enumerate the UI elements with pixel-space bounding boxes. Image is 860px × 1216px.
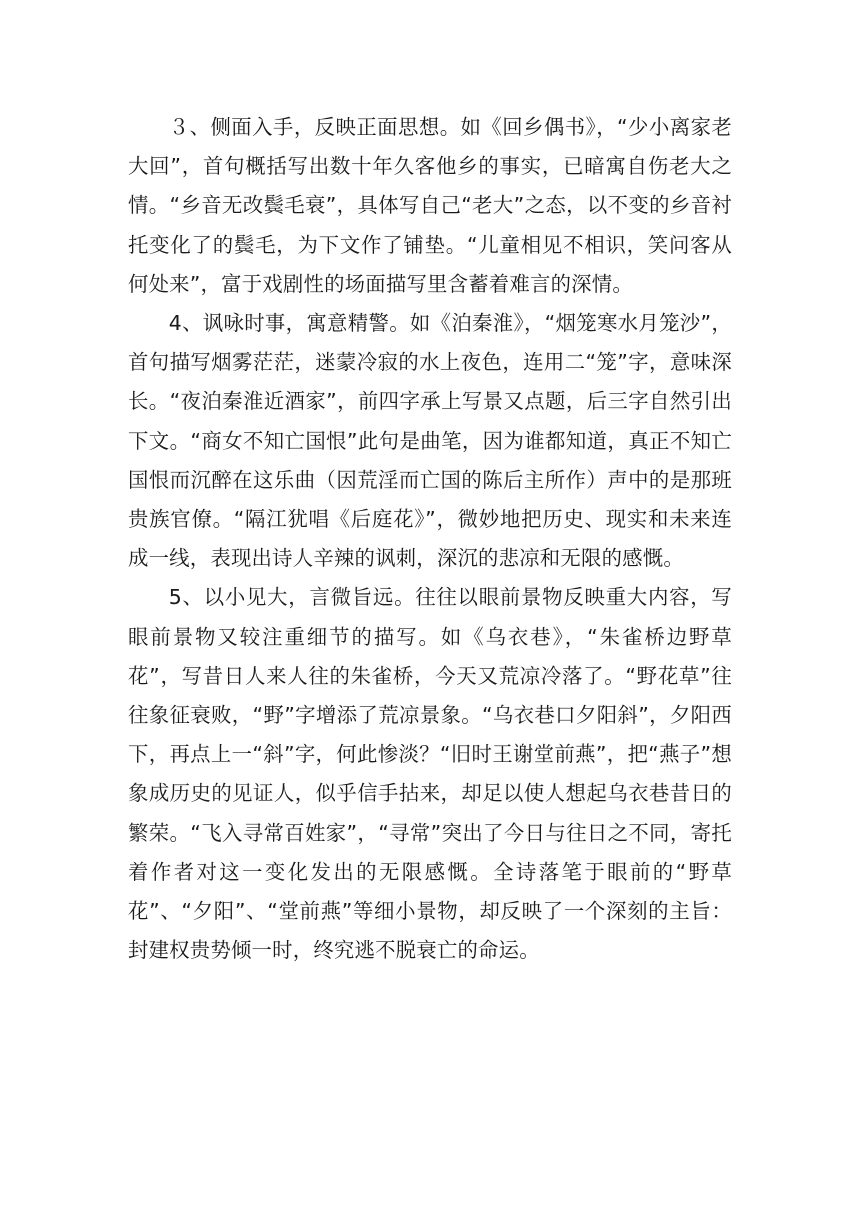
paragraph-satire-current-events: 4、讽咏时事，寓意精警。如《泊秦淮》，“烟笼寒水月笼沙”，首句描写烟雾茫茫，迷蒙冷寂的水上夜色，连用二“笼”字，意味深长。“夜泊秦淮近酒家”，前四字承上写景又点题，后三字自然引出下文。“商女不知亡国恨”此句是曲笔，因为谁都知道，真正不知亡国恨而沉醉在这乐曲（因荒淫而亡国的陈后主所作）声中的是那班贵族官僚。“隔江犹唱《后庭花》”，微妙地把历史、现实和未来连成一线，表现出诗人辛辣的讽刺，深沉的悲凉和无限的感慨。 — [128, 311, 732, 571]
paragraph-side-approach: ３、侧面入手，反映正面思想。如《回乡偶书》，“少小离家老大回”，首句概括写出数十年久客他乡的事实，已暗寓自伤老大之情。“乡音无改鬓毛衰”，具体写自己“老大”之态，以不变的乡音衬托变化了的鬓毛，为下文作了铺垫。“儿童相见不相识，笑问客从何处来”，富于戏剧性的场面描写里含蓄着难言的深情。 — [128, 115, 732, 296]
document-body — [128, 108, 732, 970]
paragraph-small-to-large: 5、以小见大，言微旨远。往往以眼前景物反映重大内容，写眼前景物又较注重细节的描写。如《乌衣巷》，“朱雀桥边野草花”，写昔日人来人往的朱雀桥，今天又荒凉冷落了。“野花草”往往象征衰败，“野”字增添了荒凉景象。“乌衣巷口夕阳斜”，夕阳西下，再点上一“斜”字，何此惨淡？“旧时王谢堂前燕”，把“燕子”想象成历史的见证人，似乎信手拈来，却足以使人想起乌衣巷昔日的繁荣。“飞入寻常百姓家”，“寻常”突出了今日与往日之不同，寄托着作者对这一变化发出的无限感慨。全诗落笔于眼前的“野草花”、“夕阳”、“堂前燕”等细小景物，却反映了一个深刻的主旨：封建权贵势倾一时，终究逃不脱衰亡的命运。 — [128, 585, 732, 963]
